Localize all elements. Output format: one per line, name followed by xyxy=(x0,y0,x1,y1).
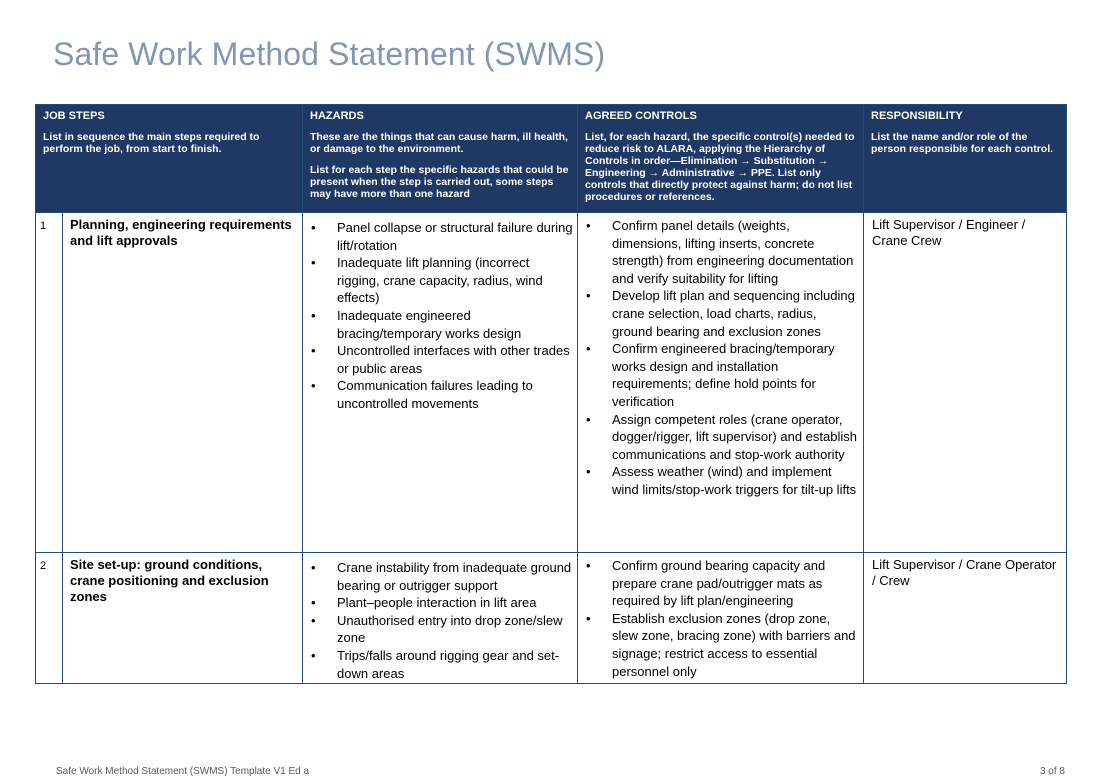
list-item: • Plant–people interaction in lift area xyxy=(311,594,573,612)
header-job-steps-desc: List in sequence the main steps required to perform the job, from start to finish. xyxy=(43,131,260,155)
list-item: • Assess weather (wind) and implement wind limits/stop-work triggers for tilt-up lifts xyxy=(586,463,859,498)
job-step: Planning, engineering requirements and lift approvals xyxy=(63,213,303,553)
hazards-cell xyxy=(303,553,578,684)
hazards-cell xyxy=(303,213,578,553)
header-job-steps-label: JOB STEPS xyxy=(43,110,105,122)
list-item: • Inadequate lift planning (incorrect rigging, crane capacity, radius, wind effects) xyxy=(311,254,573,307)
list-item: • Confirm panel details (weights, dimensions, lifting inserts, concrete strength) from engineering documentation and verify suitability for lifting xyxy=(586,217,859,287)
header-hazards-desc-2: List for each step the specific hazards that could be present when the step is carried out, some steps may have more than one hazard xyxy=(310,164,569,200)
header-hazards-label: HAZARDS xyxy=(310,110,364,122)
table-row xyxy=(36,213,1067,553)
table-row xyxy=(36,553,1067,684)
header-responsibility-desc: List the name and/or role of the person responsible for each control. xyxy=(871,131,1054,155)
header-job-steps xyxy=(36,105,303,213)
list-item: • Confirm ground bearing capacity and prepare crane pad/outrigger mats as required by lift plan/engineering xyxy=(586,557,859,610)
header-row xyxy=(36,105,1067,213)
page-title: Safe Work Method Statement (SWMS) xyxy=(53,36,606,72)
list-item: • Crane instability from inadequate ground bearing or outrigger support xyxy=(311,559,573,594)
header-hazards xyxy=(303,105,578,213)
list-item: • Panel collapse or structural failure during lift/rotation xyxy=(311,219,573,254)
header-hazards-desc: These are the things that can cause harm, ill health, or damage to the environment. xyxy=(310,131,568,155)
list-item: • Communication failures leading to uncontrolled movements xyxy=(311,377,573,412)
controls-cell xyxy=(578,213,864,553)
list-item: • Trips/falls around rigging gear and set-down areas xyxy=(311,647,573,682)
list-item: • Confirm engineered bracing/temporary works design and installation requirements; define hold points for verification xyxy=(586,340,859,410)
step-number: 1 xyxy=(36,213,63,553)
header-controls xyxy=(578,105,864,213)
list-item: • Uncontrolled interfaces with other trades or public areas xyxy=(311,342,573,377)
header-responsibility xyxy=(864,105,1067,213)
controls-cell xyxy=(578,553,864,684)
list-item: • Inadequate engineered bracing/temporary works design xyxy=(311,307,573,342)
footer-page-number: 3 of 8 xyxy=(1039,766,1065,777)
step-number: 2 xyxy=(36,553,63,684)
responsibility-cell: Lift Supervisor / Engineer / Crane Crew xyxy=(864,213,1067,553)
header-responsibility-label: RESPONSIBILITY xyxy=(871,110,963,122)
job-step: Site set-up: ground conditions, crane positioning and exclusion zones xyxy=(63,553,303,684)
list-item: • Unauthorised entry into drop zone/slew zone xyxy=(311,612,573,647)
swms-table xyxy=(35,104,1067,684)
header-controls-label: AGREED CONTROLS xyxy=(585,110,697,122)
header-controls-desc: List, for each hazard, the specific control(s) needed to reduce risk to ALARA, applying the Hierarchy of Controls in order—Elimination → Substitution → Engineering → Administrative → PPE. List only controls that directly protect against harm; do not list procedures or references. xyxy=(585,131,855,203)
list-item: • Assign competent roles (crane operator, dogger/rigger, lift supervisor) and establish communications and stop-work authority xyxy=(586,411,859,464)
responsibility-cell: Lift Supervisor / Crane Operator / Crew xyxy=(864,553,1067,684)
list-item: • Develop lift plan and sequencing including crane selection, load charts, radius, ground bearing and exclusion zones xyxy=(586,287,859,340)
list-item: • Establish exclusion zones (drop zone, slew zone, bracing zone) with barriers and signage; restrict access to essential personnel only xyxy=(586,610,859,680)
footer-document-name: Safe Work Method Statement (SWMS) Template V1 Ed a xyxy=(56,766,310,777)
